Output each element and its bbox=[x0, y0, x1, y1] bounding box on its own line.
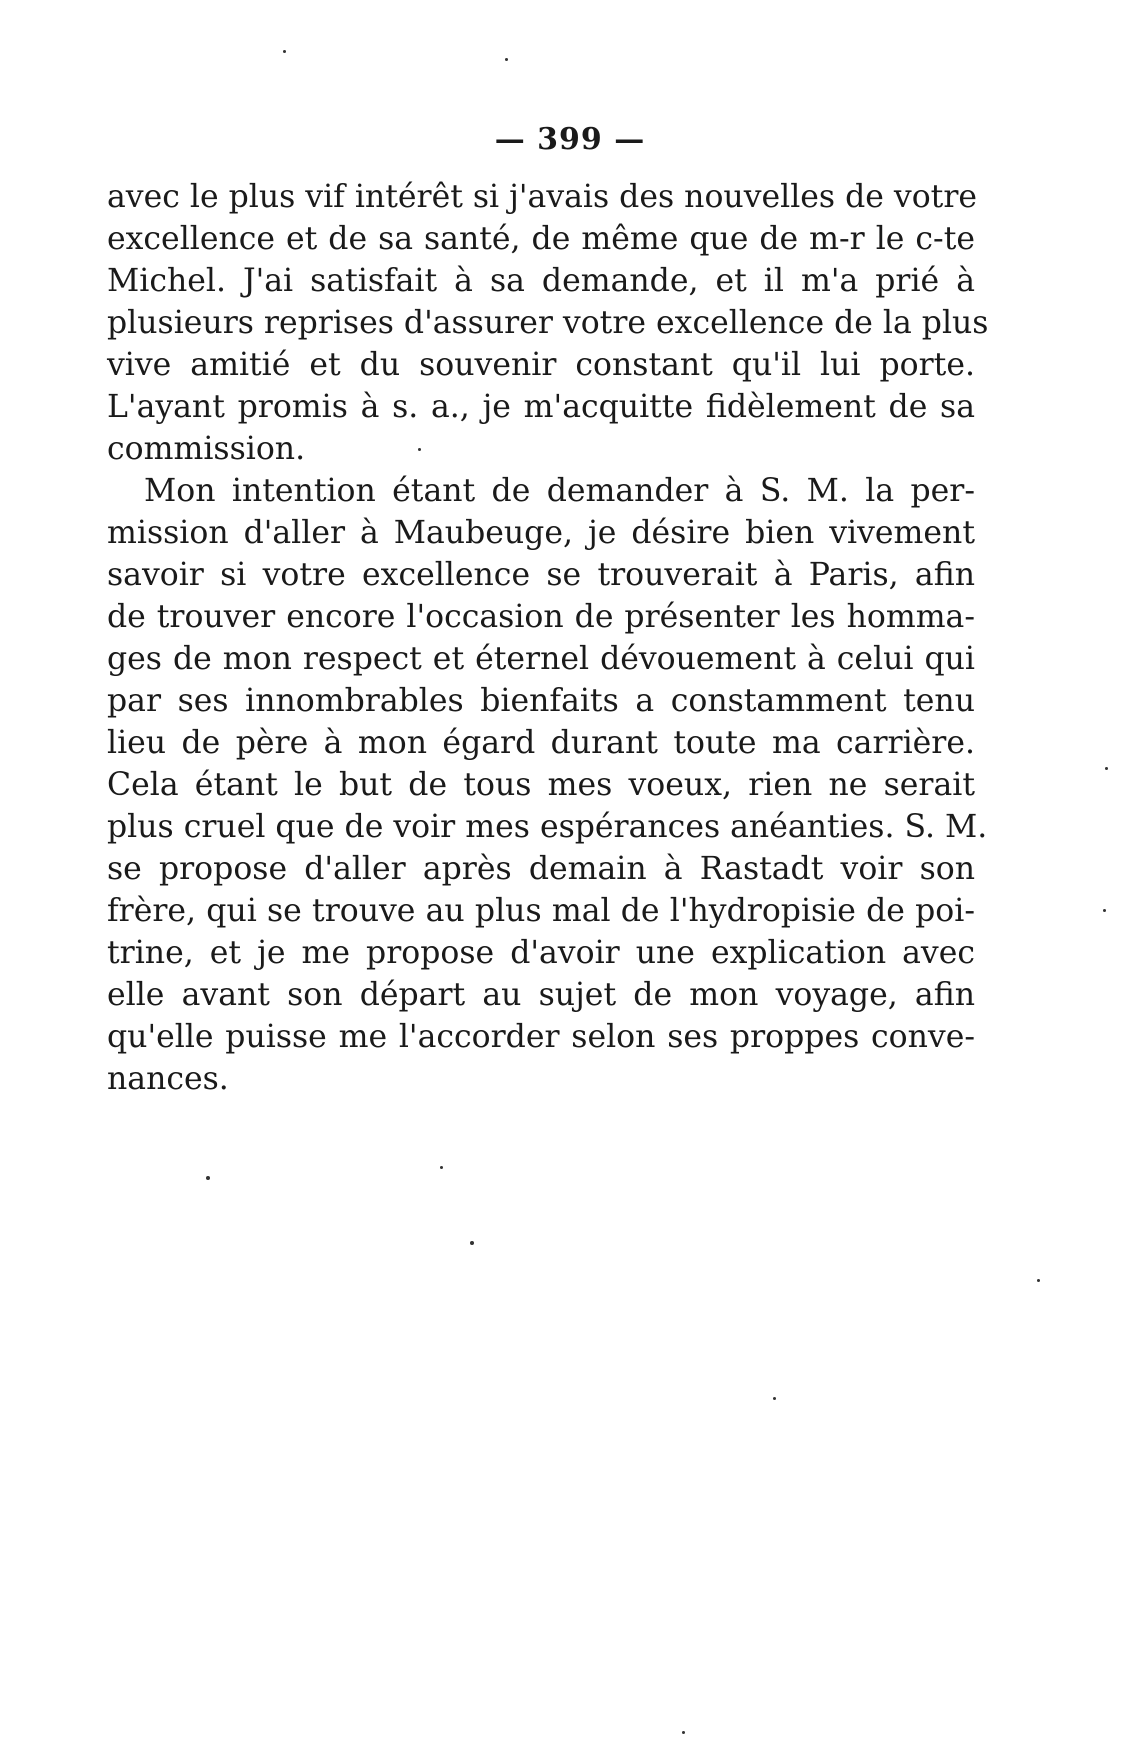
scan-speck bbox=[1103, 909, 1106, 912]
scan-speck bbox=[505, 58, 508, 61]
text-line: plusieurs reprises d'assurer votre excellence de la plus bbox=[107, 305, 989, 341]
text-line: trine, et je me propose d'avoir une explication avec bbox=[107, 935, 975, 971]
text-line: qu'elle puisse me l'accorder selon ses proppes conve- bbox=[107, 1019, 975, 1055]
text-line: ges de mon respect et éternel dévouement à celui qui bbox=[107, 641, 975, 677]
text-line: elle avant son départ au sujet de mon voyage, afin bbox=[107, 977, 975, 1013]
text-line: vive amitié et du souvenir constant qu'il lui porte. bbox=[107, 347, 975, 383]
text-line: Mon intention étant de demander à S. M. la per- bbox=[144, 473, 975, 509]
scan-speck bbox=[1105, 767, 1108, 770]
scan-speck bbox=[682, 1731, 685, 1734]
scan-speck bbox=[206, 1176, 210, 1180]
page-number: — 399 — bbox=[494, 122, 646, 157]
text-line: de trouver encore l'occasion de présenter les homma- bbox=[107, 599, 975, 635]
scan-speck bbox=[773, 1397, 776, 1400]
text-line: commission. bbox=[107, 431, 306, 467]
text-line: mission d'aller à Maubeuge, je désire bien vivement bbox=[107, 515, 975, 551]
text-line: par ses innombrables bienfaits a constamment tenu bbox=[107, 683, 975, 719]
scan-speck bbox=[470, 1241, 474, 1245]
scan-speck bbox=[440, 1166, 443, 1169]
scan-speck bbox=[1037, 1279, 1040, 1282]
paragraph-1 bbox=[107, 176, 989, 470]
text-line: lieu de père à mon égard durant toute ma carrière. bbox=[107, 725, 975, 761]
text-line: Michel. J'ai satisfait à sa demande, et il m'a prié à bbox=[107, 263, 975, 299]
text-line: se propose d'aller après demain à Rastadt voir son bbox=[107, 851, 975, 887]
text-line: frère, qui se trouve au plus mal de l'hydropisie de poi- bbox=[107, 893, 975, 929]
text-line: L'ayant promis à s. a., je m'acquitte fidèlement de sa bbox=[107, 389, 975, 425]
paragraph-2 bbox=[107, 470, 988, 1100]
text-line: savoir si votre excellence se trouverait à Paris, afin bbox=[107, 557, 975, 593]
text-line: nances. bbox=[107, 1061, 229, 1097]
text-line: Cela étant le but de tous mes voeux, rien ne serait bbox=[107, 767, 975, 803]
body-text bbox=[107, 176, 989, 1100]
text-line: excellence et de sa santé, de même que de m-r le c-te bbox=[107, 221, 975, 257]
text-line: plus cruel que de voir mes espérances anéanties. S. M. bbox=[107, 809, 988, 845]
text-line: avec le plus vif intérêt si j'avais des nouvelles de votre bbox=[107, 179, 978, 215]
scan-speck bbox=[418, 448, 421, 451]
scan-speck bbox=[283, 50, 286, 53]
